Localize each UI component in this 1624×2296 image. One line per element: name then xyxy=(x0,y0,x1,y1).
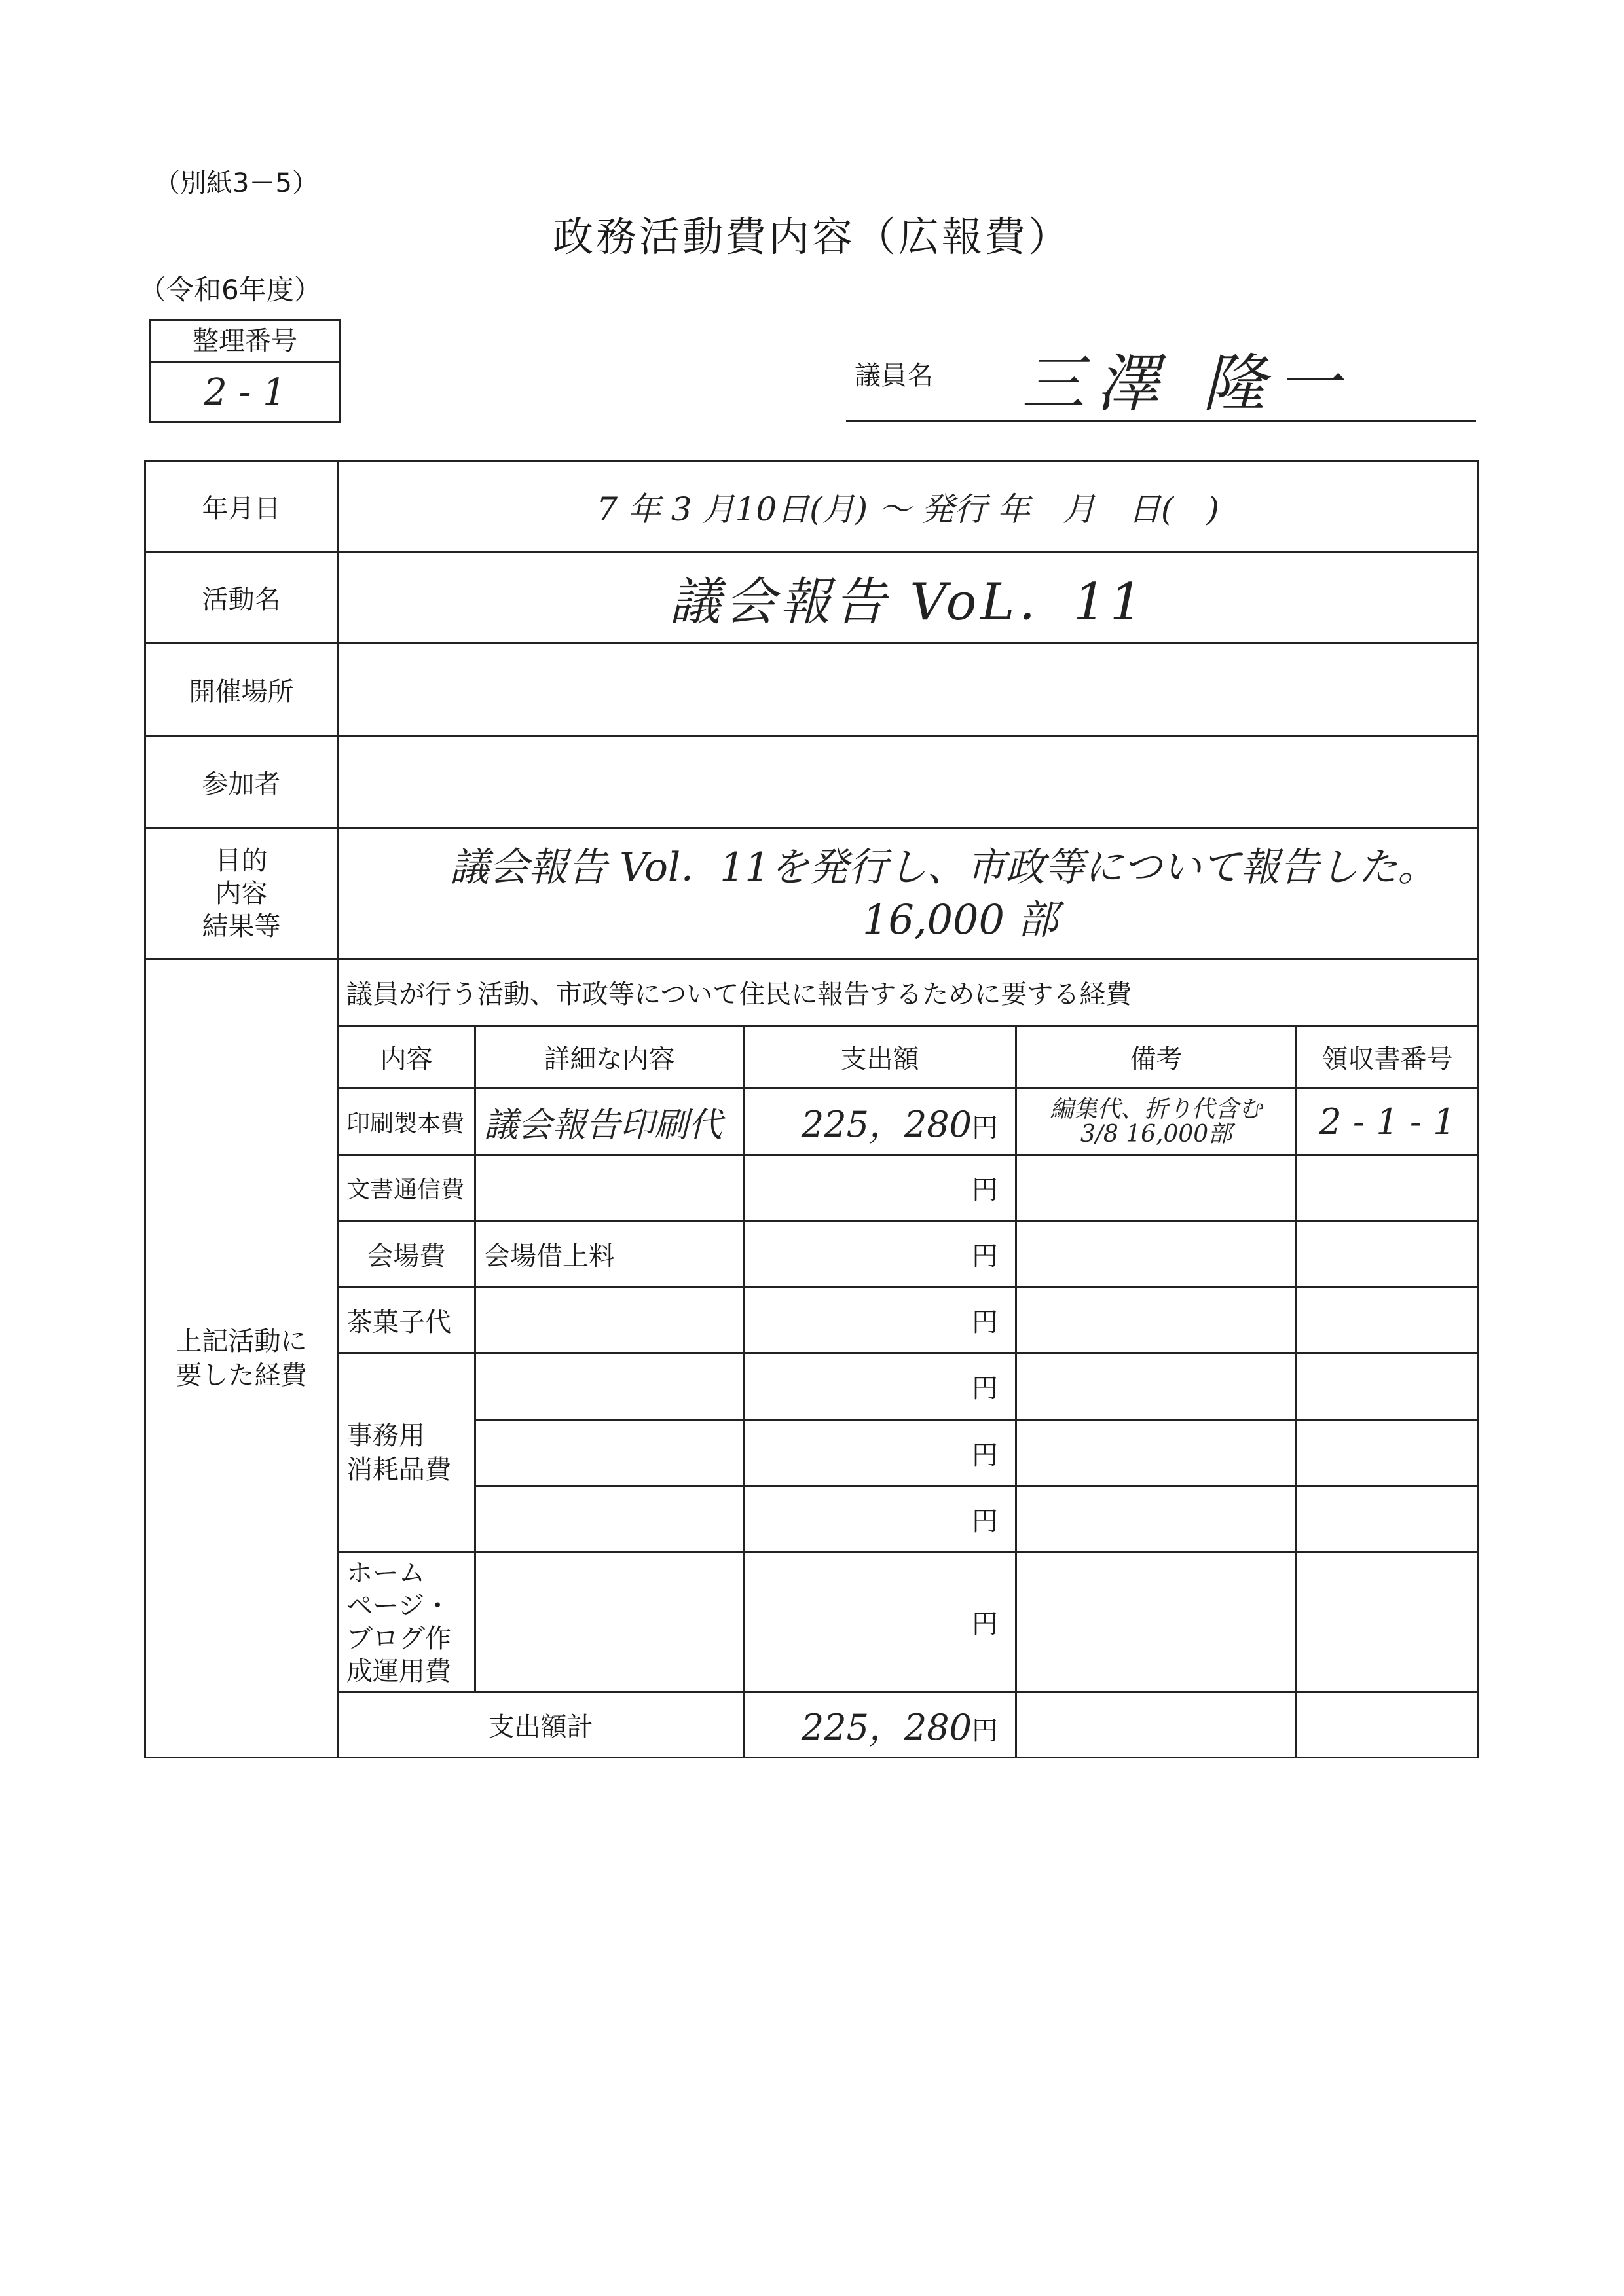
communication-category: 文書通信費 xyxy=(338,1156,475,1221)
supplies-amount-1[interactable]: 円 xyxy=(744,1353,1016,1420)
web-amount[interactable]: 円 xyxy=(744,1552,1016,1692)
printing-remarks[interactable] xyxy=(1016,1089,1297,1156)
expense-total-row xyxy=(145,1692,1479,1758)
supplies-remarks-2[interactable] xyxy=(1016,1420,1297,1487)
header-amount: 支出額 xyxy=(744,1026,1016,1089)
web-category-line3: ブログ作 xyxy=(346,1623,451,1654)
form-label: （別紙3－5） xyxy=(154,168,318,198)
expense-row-communication xyxy=(145,1156,1479,1221)
supplies-detail-3[interactable] xyxy=(475,1487,744,1552)
printing-detail[interactable]: 議会報告印刷代 xyxy=(475,1089,744,1156)
printing-receipt[interactable]: 2 - 1 - 1 xyxy=(1297,1089,1479,1156)
communication-amount[interactable]: 円 xyxy=(744,1156,1016,1221)
supplies-receipt-3[interactable] xyxy=(1297,1487,1479,1552)
snacks-detail[interactable] xyxy=(475,1288,744,1353)
participants-value[interactable] xyxy=(338,737,1479,828)
expense-row-snacks xyxy=(145,1288,1479,1353)
activity-label: 活動名 xyxy=(145,552,338,644)
total-currency: 円 xyxy=(972,1716,998,1746)
expense-side-label-line1: 上記活動に xyxy=(175,1326,307,1357)
communication-detail[interactable] xyxy=(475,1156,744,1221)
header-receipt: 領収書番号 xyxy=(1297,1026,1479,1089)
seiri-number-label: 整理番号 xyxy=(151,321,339,363)
activity-row xyxy=(145,552,1479,644)
venue-category: 会場費 xyxy=(338,1221,475,1288)
expense-row-supplies-1 xyxy=(145,1353,1479,1420)
web-detail[interactable] xyxy=(475,1552,744,1692)
member-name-value[interactable]: 三澤 隆一 xyxy=(1022,347,1352,420)
printing-amount-cell[interactable] xyxy=(744,1089,1016,1156)
supplies-amount-2[interactable]: 円 xyxy=(744,1420,1016,1487)
venue-detail[interactable]: 会場借上料 xyxy=(475,1221,744,1288)
purpose-label-line3: 結果等 xyxy=(202,911,281,941)
header-detail: 詳細な内容 xyxy=(475,1026,744,1089)
expense-row-web xyxy=(145,1552,1479,1692)
communication-remarks[interactable] xyxy=(1016,1156,1297,1221)
web-remarks[interactable] xyxy=(1016,1552,1297,1692)
expense-header-row xyxy=(145,1026,1479,1089)
activity-value[interactable]: 議会報告 VoL．11 xyxy=(338,552,1479,644)
seiri-number-value[interactable]: 2 - 1 xyxy=(204,371,286,414)
venue-value[interactable] xyxy=(338,644,1479,737)
purpose-label xyxy=(145,828,338,959)
header-remarks: 備考 xyxy=(1016,1026,1297,1089)
supplies-category-line1: 事務用 xyxy=(346,1420,425,1451)
supplies-amount-3[interactable]: 円 xyxy=(744,1487,1016,1552)
supplies-detail-1[interactable] xyxy=(475,1353,744,1420)
venue-amount[interactable]: 円 xyxy=(744,1221,1016,1288)
purpose-label-line2: 内容 xyxy=(215,878,268,909)
expense-side-label xyxy=(145,959,338,1758)
supplies-remarks-1[interactable] xyxy=(1016,1353,1297,1420)
purpose-text-line2: 16,000 部 xyxy=(862,895,1058,943)
venue-remarks[interactable] xyxy=(1016,1221,1297,1288)
total-receipt[interactable] xyxy=(1297,1692,1479,1758)
total-amount: 225，280 xyxy=(801,1707,972,1748)
printing-amount: 225，280 xyxy=(801,1104,972,1145)
web-category-line1: ホーム xyxy=(346,1558,425,1588)
expense-side-label-line2: 要した経費 xyxy=(175,1360,307,1391)
document-title: 政務活動費内容（広報費） xyxy=(552,213,1071,261)
printing-remarks-line1: 編集代、折り代含む xyxy=(1050,1095,1263,1123)
snacks-amount[interactable]: 円 xyxy=(744,1288,1016,1353)
purpose-row xyxy=(145,828,1479,959)
purpose-value[interactable] xyxy=(338,828,1479,959)
expense-description: 議員が行う活動、市政等について住民に報告するために要する経費 xyxy=(338,959,1479,1026)
member-name-underline xyxy=(846,420,1476,422)
expense-description-row xyxy=(145,959,1479,1026)
printing-remarks-line2: 3/8 16,000部 xyxy=(1080,1120,1232,1148)
supplies-category xyxy=(338,1353,475,1552)
printing-currency: 円 xyxy=(972,1113,998,1143)
supplies-receipt-2[interactable] xyxy=(1297,1420,1479,1487)
date-row xyxy=(145,462,1479,552)
supplies-remarks-3[interactable] xyxy=(1016,1487,1297,1552)
total-label: 支出額計 xyxy=(338,1692,744,1758)
venue-row xyxy=(145,644,1479,737)
purpose-label-line1: 目的 xyxy=(215,845,268,876)
total-amount-cell[interactable] xyxy=(744,1692,1016,1758)
header-category: 内容 xyxy=(338,1026,475,1089)
snacks-remarks[interactable] xyxy=(1016,1288,1297,1353)
communication-receipt[interactable] xyxy=(1297,1156,1479,1221)
supplies-detail-2[interactable] xyxy=(475,1420,744,1487)
seiri-number-box xyxy=(149,319,341,423)
expense-form-table xyxy=(144,460,1479,1758)
web-category-line4: 成運用費 xyxy=(346,1656,451,1686)
expense-row-venue xyxy=(145,1221,1479,1288)
expense-row-printing xyxy=(145,1089,1479,1156)
date-label: 年月日 xyxy=(145,462,338,552)
web-category-line2: ページ・ xyxy=(346,1590,451,1621)
supplies-receipt-1[interactable] xyxy=(1297,1353,1479,1420)
member-name-label: 議員名 xyxy=(855,361,933,391)
snacks-receipt[interactable] xyxy=(1297,1288,1479,1353)
total-remarks[interactable] xyxy=(1016,1692,1297,1758)
purpose-text-line1: 議会報告 Vol．11を発行し、市政等について報告した。 xyxy=(450,844,1437,890)
snacks-category: 茶菓子代 xyxy=(338,1288,475,1353)
supplies-category-line2: 消耗品費 xyxy=(346,1454,451,1485)
fiscal-year: （令和6年度） xyxy=(139,274,322,306)
venue-receipt[interactable] xyxy=(1297,1221,1479,1288)
venue-label: 開催場所 xyxy=(145,644,338,737)
participants-label: 参加者 xyxy=(145,737,338,828)
printing-category: 印刷製本費 xyxy=(338,1089,475,1156)
date-value[interactable]: 7 年 3 月10日(月) ～ 発行 年 月 日( ) xyxy=(338,462,1479,552)
web-receipt[interactable] xyxy=(1297,1552,1479,1692)
participants-row xyxy=(145,737,1479,828)
web-category xyxy=(338,1552,475,1692)
